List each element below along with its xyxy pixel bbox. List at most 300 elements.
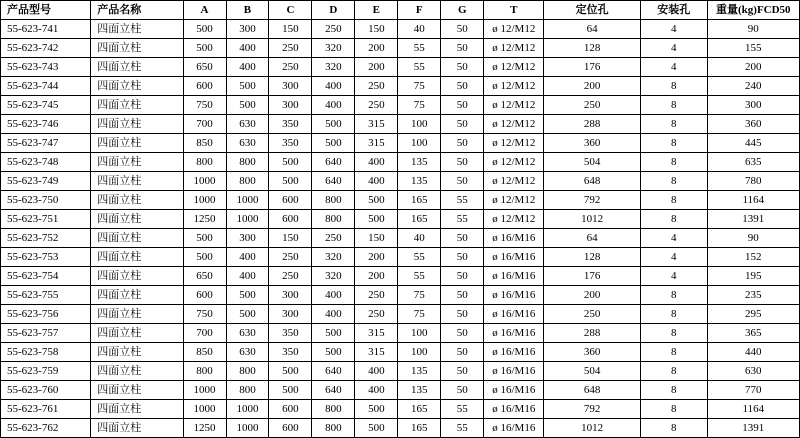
cell-product-name: 四面立柱 [91, 286, 183, 305]
cell-f: 165 [398, 419, 441, 438]
cell-a: 650 [183, 58, 226, 77]
cell-d: 400 [312, 96, 355, 115]
column-header-mounting-hole: 安装孔 [640, 1, 707, 20]
cell-g: 50 [441, 20, 484, 39]
column-header-t: T [484, 1, 544, 20]
cell-e: 315 [355, 134, 398, 153]
cell-product-name: 四面立柱 [91, 305, 183, 324]
table-row [1, 419, 800, 438]
cell-mounting-hole: 8 [640, 153, 707, 172]
cell-weight: 155 [707, 39, 799, 58]
cell-a: 850 [183, 134, 226, 153]
cell-b: 500 [226, 77, 269, 96]
cell-locating-hole: 504 [544, 153, 641, 172]
cell-d: 800 [312, 419, 355, 438]
cell-g: 50 [441, 39, 484, 58]
cell-d: 640 [312, 381, 355, 400]
cell-model: 55-623-749 [1, 172, 91, 191]
cell-a: 750 [183, 96, 226, 115]
cell-locating-hole: 1012 [544, 210, 641, 229]
cell-weight: 300 [707, 96, 799, 115]
cell-c: 500 [269, 153, 312, 172]
cell-g: 50 [441, 324, 484, 343]
cell-weight: 445 [707, 134, 799, 153]
cell-d: 500 [312, 134, 355, 153]
column-header-c: C [269, 1, 312, 20]
table-row [1, 115, 800, 134]
cell-d: 640 [312, 172, 355, 191]
cell-g: 50 [441, 248, 484, 267]
cell-c: 250 [269, 39, 312, 58]
cell-g: 50 [441, 229, 484, 248]
cell-mounting-hole: 4 [640, 39, 707, 58]
cell-d: 400 [312, 305, 355, 324]
cell-product-name: 四面立柱 [91, 210, 183, 229]
cell-f: 75 [398, 286, 441, 305]
cell-weight: 770 [707, 381, 799, 400]
cell-d: 500 [312, 343, 355, 362]
cell-mounting-hole: 4 [640, 267, 707, 286]
cell-d: 320 [312, 39, 355, 58]
cell-locating-hole: 200 [544, 77, 641, 96]
cell-b: 400 [226, 248, 269, 267]
cell-g: 50 [441, 362, 484, 381]
cell-product-name: 四面立柱 [91, 153, 183, 172]
cell-weight: 365 [707, 324, 799, 343]
cell-c: 350 [269, 324, 312, 343]
cell-t: ø 16/M16 [484, 324, 544, 343]
table-row [1, 153, 800, 172]
cell-weight: 90 [707, 20, 799, 39]
cell-f: 100 [398, 343, 441, 362]
cell-e: 200 [355, 39, 398, 58]
cell-product-name: 四面立柱 [91, 419, 183, 438]
cell-product-name: 四面立柱 [91, 362, 183, 381]
cell-d: 320 [312, 267, 355, 286]
cell-e: 315 [355, 324, 398, 343]
cell-mounting-hole: 4 [640, 58, 707, 77]
cell-weight: 1391 [707, 210, 799, 229]
cell-model: 55-623-753 [1, 248, 91, 267]
cell-model: 55-623-758 [1, 343, 91, 362]
cell-locating-hole: 64 [544, 20, 641, 39]
cell-c: 600 [269, 400, 312, 419]
cell-c: 150 [269, 20, 312, 39]
cell-product-name: 四面立柱 [91, 134, 183, 153]
cell-weight: 780 [707, 172, 799, 191]
cell-c: 250 [269, 267, 312, 286]
cell-model: 55-623-745 [1, 96, 91, 115]
cell-g: 50 [441, 381, 484, 400]
cell-c: 500 [269, 381, 312, 400]
table-row [1, 343, 800, 362]
table-row [1, 305, 800, 324]
cell-g: 50 [441, 134, 484, 153]
cell-locating-hole: 176 [544, 58, 641, 77]
cell-product-name: 四面立柱 [91, 58, 183, 77]
cell-b: 1000 [226, 400, 269, 419]
cell-f: 100 [398, 115, 441, 134]
cell-f: 55 [398, 267, 441, 286]
cell-f: 55 [398, 248, 441, 267]
cell-model: 55-623-743 [1, 58, 91, 77]
cell-weight: 195 [707, 267, 799, 286]
cell-t: ø 16/M16 [484, 286, 544, 305]
cell-locating-hole: 288 [544, 324, 641, 343]
cell-d: 800 [312, 400, 355, 419]
cell-f: 40 [398, 229, 441, 248]
cell-locating-hole: 648 [544, 381, 641, 400]
cell-e: 500 [355, 191, 398, 210]
table-header-row [1, 1, 800, 20]
cell-g: 50 [441, 343, 484, 362]
table-row [1, 210, 800, 229]
cell-d: 800 [312, 191, 355, 210]
cell-f: 135 [398, 172, 441, 191]
cell-e: 150 [355, 20, 398, 39]
table-row [1, 58, 800, 77]
cell-d: 320 [312, 58, 355, 77]
cell-b: 800 [226, 172, 269, 191]
cell-b: 800 [226, 153, 269, 172]
cell-locating-hole: 504 [544, 362, 641, 381]
cell-c: 350 [269, 115, 312, 134]
table-row [1, 20, 800, 39]
cell-b: 800 [226, 381, 269, 400]
cell-g: 50 [441, 153, 484, 172]
column-header-d: D [312, 1, 355, 20]
cell-model: 55-623-744 [1, 77, 91, 96]
cell-e: 400 [355, 362, 398, 381]
cell-g: 55 [441, 191, 484, 210]
column-header-b: B [226, 1, 269, 20]
table-row [1, 77, 800, 96]
cell-locating-hole: 250 [544, 96, 641, 115]
cell-mounting-hole: 8 [640, 115, 707, 134]
cell-b: 300 [226, 20, 269, 39]
cell-g: 55 [441, 419, 484, 438]
cell-locating-hole: 128 [544, 39, 641, 58]
cell-a: 1250 [183, 419, 226, 438]
cell-t: ø 12/M12 [484, 191, 544, 210]
cell-model: 55-623-752 [1, 229, 91, 248]
cell-c: 300 [269, 286, 312, 305]
cell-product-name: 四面立柱 [91, 343, 183, 362]
cell-b: 300 [226, 229, 269, 248]
cell-g: 55 [441, 400, 484, 419]
cell-t: ø 12/M12 [484, 39, 544, 58]
cell-mounting-hole: 8 [640, 381, 707, 400]
cell-t: ø 12/M12 [484, 115, 544, 134]
cell-b: 400 [226, 39, 269, 58]
cell-model: 55-623-761 [1, 400, 91, 419]
cell-f: 75 [398, 305, 441, 324]
cell-mounting-hole: 8 [640, 286, 707, 305]
table-header [1, 1, 800, 20]
cell-g: 50 [441, 96, 484, 115]
cell-d: 500 [312, 324, 355, 343]
cell-f: 165 [398, 210, 441, 229]
cell-t: ø 16/M16 [484, 419, 544, 438]
cell-b: 500 [226, 96, 269, 115]
cell-t: ø 16/M16 [484, 305, 544, 324]
cell-weight: 200 [707, 58, 799, 77]
column-header-weight: 重量(kg)FCD50 [707, 1, 799, 20]
cell-mounting-hole: 8 [640, 362, 707, 381]
cell-model: 55-623-755 [1, 286, 91, 305]
cell-locating-hole: 360 [544, 343, 641, 362]
cell-model: 55-623-754 [1, 267, 91, 286]
cell-t: ø 16/M16 [484, 229, 544, 248]
column-header-product-name: 产品名称 [91, 1, 183, 20]
cell-e: 500 [355, 210, 398, 229]
cell-mounting-hole: 8 [640, 77, 707, 96]
table-row [1, 381, 800, 400]
table-row [1, 362, 800, 381]
cell-c: 350 [269, 134, 312, 153]
cell-f: 135 [398, 153, 441, 172]
cell-b: 500 [226, 305, 269, 324]
cell-product-name: 四面立柱 [91, 229, 183, 248]
cell-t: ø 16/M16 [484, 381, 544, 400]
cell-g: 55 [441, 210, 484, 229]
table-row [1, 286, 800, 305]
cell-g: 50 [441, 305, 484, 324]
column-header-f: F [398, 1, 441, 20]
cell-e: 315 [355, 115, 398, 134]
cell-product-name: 四面立柱 [91, 191, 183, 210]
cell-d: 500 [312, 115, 355, 134]
column-header-model: 产品型号 [1, 1, 91, 20]
cell-a: 1000 [183, 400, 226, 419]
cell-c: 500 [269, 172, 312, 191]
cell-c: 150 [269, 229, 312, 248]
cell-a: 800 [183, 153, 226, 172]
cell-mounting-hole: 8 [640, 324, 707, 343]
cell-f: 165 [398, 400, 441, 419]
cell-mounting-hole: 4 [640, 229, 707, 248]
cell-product-name: 四面立柱 [91, 267, 183, 286]
cell-e: 400 [355, 381, 398, 400]
cell-a: 1000 [183, 381, 226, 400]
cell-mounting-hole: 8 [640, 191, 707, 210]
cell-b: 630 [226, 115, 269, 134]
cell-product-name: 四面立柱 [91, 381, 183, 400]
cell-c: 300 [269, 305, 312, 324]
cell-model: 55-623-756 [1, 305, 91, 324]
cell-a: 850 [183, 343, 226, 362]
cell-d: 250 [312, 20, 355, 39]
cell-model: 55-623-741 [1, 20, 91, 39]
cell-weight: 1164 [707, 191, 799, 210]
cell-weight: 90 [707, 229, 799, 248]
cell-d: 320 [312, 248, 355, 267]
column-header-e: E [355, 1, 398, 20]
cell-b: 630 [226, 324, 269, 343]
cell-a: 500 [183, 229, 226, 248]
table-row [1, 134, 800, 153]
cell-mounting-hole: 8 [640, 134, 707, 153]
table-row [1, 229, 800, 248]
cell-model: 55-623-750 [1, 191, 91, 210]
cell-c: 250 [269, 248, 312, 267]
cell-b: 630 [226, 134, 269, 153]
cell-product-name: 四面立柱 [91, 324, 183, 343]
cell-a: 650 [183, 267, 226, 286]
cell-a: 500 [183, 248, 226, 267]
column-header-g: G [441, 1, 484, 20]
cell-d: 400 [312, 286, 355, 305]
cell-f: 55 [398, 58, 441, 77]
cell-product-name: 四面立柱 [91, 172, 183, 191]
cell-t: ø 16/M16 [484, 400, 544, 419]
cell-f: 55 [398, 39, 441, 58]
cell-e: 250 [355, 286, 398, 305]
cell-t: ø 16/M16 [484, 343, 544, 362]
cell-mounting-hole: 8 [640, 305, 707, 324]
cell-t: ø 12/M12 [484, 77, 544, 96]
cell-a: 600 [183, 286, 226, 305]
cell-t: ø 12/M12 [484, 210, 544, 229]
cell-weight: 295 [707, 305, 799, 324]
cell-product-name: 四面立柱 [91, 115, 183, 134]
cell-a: 750 [183, 305, 226, 324]
table-row [1, 191, 800, 210]
cell-b: 800 [226, 362, 269, 381]
cell-c: 300 [269, 96, 312, 115]
cell-b: 500 [226, 286, 269, 305]
cell-g: 50 [441, 286, 484, 305]
cell-model: 55-623-760 [1, 381, 91, 400]
cell-mounting-hole: 8 [640, 172, 707, 191]
cell-d: 640 [312, 362, 355, 381]
cell-model: 55-623-759 [1, 362, 91, 381]
cell-locating-hole: 1012 [544, 419, 641, 438]
cell-t: ø 12/M12 [484, 134, 544, 153]
cell-d: 640 [312, 153, 355, 172]
cell-mounting-hole: 8 [640, 343, 707, 362]
cell-product-name: 四面立柱 [91, 96, 183, 115]
cell-g: 50 [441, 115, 484, 134]
cell-a: 1000 [183, 172, 226, 191]
table-row [1, 267, 800, 286]
cell-f: 135 [398, 362, 441, 381]
cell-model: 55-623-747 [1, 134, 91, 153]
cell-b: 400 [226, 267, 269, 286]
cell-weight: 360 [707, 115, 799, 134]
cell-e: 315 [355, 343, 398, 362]
cell-product-name: 四面立柱 [91, 20, 183, 39]
cell-t: ø 16/M16 [484, 267, 544, 286]
cell-locating-hole: 128 [544, 248, 641, 267]
cell-a: 800 [183, 362, 226, 381]
table-body [1, 20, 800, 438]
table-row [1, 96, 800, 115]
cell-model: 55-623-746 [1, 115, 91, 134]
cell-a: 1250 [183, 210, 226, 229]
cell-c: 300 [269, 77, 312, 96]
cell-locating-hole: 176 [544, 267, 641, 286]
cell-locating-hole: 792 [544, 400, 641, 419]
cell-locating-hole: 792 [544, 191, 641, 210]
cell-weight: 635 [707, 153, 799, 172]
cell-f: 75 [398, 77, 441, 96]
cell-t: ø 12/M12 [484, 58, 544, 77]
cell-f: 40 [398, 20, 441, 39]
cell-g: 50 [441, 77, 484, 96]
cell-f: 165 [398, 191, 441, 210]
cell-a: 500 [183, 39, 226, 58]
cell-t: ø 12/M12 [484, 172, 544, 191]
table-row [1, 172, 800, 191]
cell-mounting-hole: 8 [640, 400, 707, 419]
table-row [1, 39, 800, 58]
cell-f: 75 [398, 96, 441, 115]
cell-b: 1000 [226, 210, 269, 229]
cell-model: 55-623-751 [1, 210, 91, 229]
cell-t: ø 12/M12 [484, 96, 544, 115]
cell-product-name: 四面立柱 [91, 400, 183, 419]
cell-locating-hole: 288 [544, 115, 641, 134]
cell-locating-hole: 360 [544, 134, 641, 153]
cell-b: 1000 [226, 419, 269, 438]
cell-f: 100 [398, 134, 441, 153]
cell-f: 135 [398, 381, 441, 400]
cell-locating-hole: 64 [544, 229, 641, 248]
cell-b: 1000 [226, 191, 269, 210]
cell-product-name: 四面立柱 [91, 77, 183, 96]
cell-g: 50 [441, 172, 484, 191]
cell-b: 630 [226, 343, 269, 362]
cell-c: 600 [269, 419, 312, 438]
cell-weight: 1164 [707, 400, 799, 419]
column-header-locating-hole: 定位孔 [544, 1, 641, 20]
cell-g: 50 [441, 58, 484, 77]
cell-e: 200 [355, 58, 398, 77]
cell-locating-hole: 200 [544, 286, 641, 305]
table-row [1, 400, 800, 419]
cell-e: 250 [355, 96, 398, 115]
cell-mounting-hole: 8 [640, 210, 707, 229]
cell-weight: 440 [707, 343, 799, 362]
cell-a: 1000 [183, 191, 226, 210]
cell-e: 200 [355, 248, 398, 267]
cell-d: 250 [312, 229, 355, 248]
cell-t: ø 16/M16 [484, 362, 544, 381]
cell-c: 500 [269, 362, 312, 381]
cell-e: 250 [355, 77, 398, 96]
table-row [1, 248, 800, 267]
cell-weight: 630 [707, 362, 799, 381]
cell-weight: 152 [707, 248, 799, 267]
cell-e: 150 [355, 229, 398, 248]
cell-d: 400 [312, 77, 355, 96]
cell-weight: 235 [707, 286, 799, 305]
cell-e: 500 [355, 419, 398, 438]
cell-product-name: 四面立柱 [91, 248, 183, 267]
cell-mounting-hole: 4 [640, 248, 707, 267]
cell-model: 55-623-762 [1, 419, 91, 438]
cell-e: 500 [355, 400, 398, 419]
cell-mounting-hole: 8 [640, 96, 707, 115]
cell-model: 55-623-748 [1, 153, 91, 172]
cell-locating-hole: 648 [544, 172, 641, 191]
cell-e: 400 [355, 153, 398, 172]
cell-a: 600 [183, 77, 226, 96]
cell-d: 800 [312, 210, 355, 229]
cell-locating-hole: 250 [544, 305, 641, 324]
cell-mounting-hole: 4 [640, 20, 707, 39]
